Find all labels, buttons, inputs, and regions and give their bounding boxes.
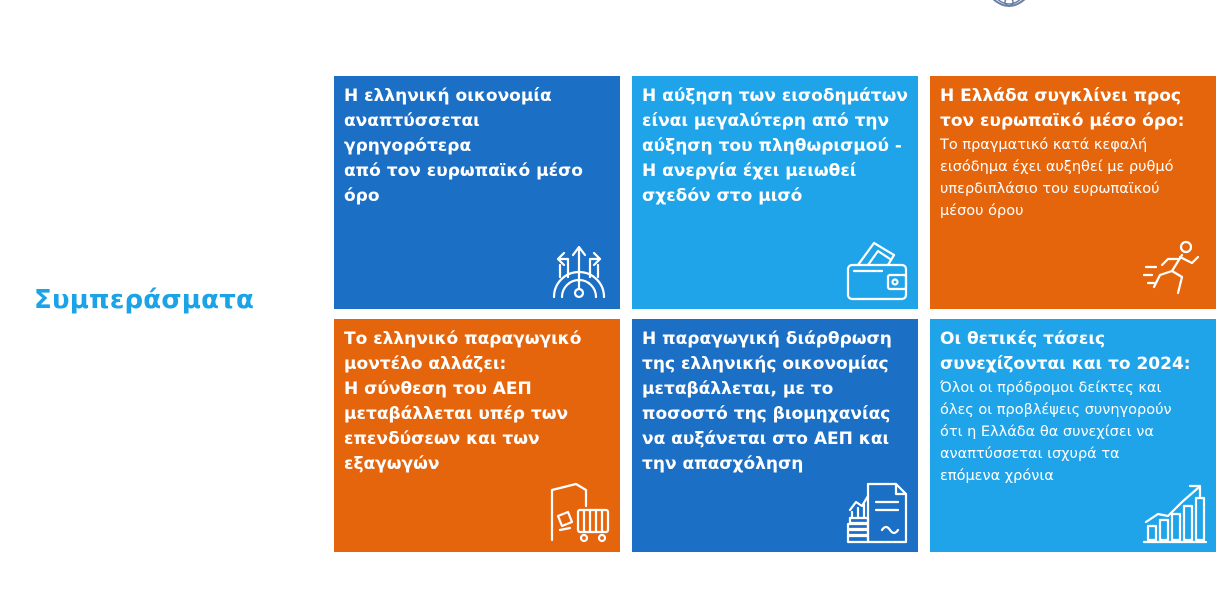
- card-positive-trends: [930, 319, 1216, 552]
- industry-report-icon: [844, 480, 910, 546]
- card-convergence: [930, 76, 1216, 309]
- rising-chart-icon: [1142, 480, 1208, 546]
- card-heading: Η αύξηση των εισοδημάτων είναι μεγαλύτερη από την αύξηση του πληθωρισμού - Η ανεργία έχει μειωθεί σχεδόν στο μισό: [642, 86, 909, 206]
- card-productive-structure: [632, 319, 918, 552]
- section-title: Συμπεράσματα: [34, 285, 255, 315]
- card-heading: Το ελληνικό παραγωγικό μοντέλο αλλάζει: Η σύνθεση του ΑΕΠ μεταβάλλεται υπέρ των επενδύσεων και των εξαγωγών: [344, 329, 582, 474]
- wallet-icon: [844, 237, 910, 303]
- card-heading: Οι θετικές τάσεις συνεχίζονται και το 2024:: [940, 329, 1191, 374]
- logo-text: [1054, 0, 1163, 1]
- emblem-icon: [986, 0, 1032, 14]
- export-cargo-icon: [546, 480, 612, 546]
- card-heading: Η Ελλάδα συγκλίνει προς τον ευρωπαϊκό μέσο όρο:: [940, 86, 1185, 131]
- runner-icon: [1142, 237, 1208, 303]
- card-body: Το πραγματικό κατά κεφαλή εισόδημα έχει αυξηθεί με ρυθμό υπερδιπλάσιο του ευρωπαϊκού μέσου όρου: [940, 137, 1174, 219]
- card-heading: Η παραγωγική διάρθρωση της ελληνικής οικονομίας μεταβάλλεται, με το ποσοστό της βιομηχανίας να αυξάνεται στο ΑΕΠ και την απασχόληση: [642, 329, 892, 474]
- card-production-model: [334, 319, 620, 552]
- ministry-logo: [986, 0, 1206, 16]
- growth-gauge-icon: [546, 237, 612, 303]
- card-income-unemployment: [632, 76, 918, 309]
- card-body: Όλοι οι πρόδρομοι δείκτες και όλες οι προβλέψεις συνηγορούν ότι η Ελλάδα θα συνεχίσει να αναπτύσσεται ισχυρά τα επόμενα χρόνια: [940, 380, 1172, 484]
- card-heading: Η ελληνική οικονομία αναπτύσσεται γρηγορότερα από τον ευρωπαϊκό μέσο όρο: [344, 86, 583, 206]
- conclusions-grid: [334, 76, 1216, 552]
- card-economy-growth: [334, 76, 620, 309]
